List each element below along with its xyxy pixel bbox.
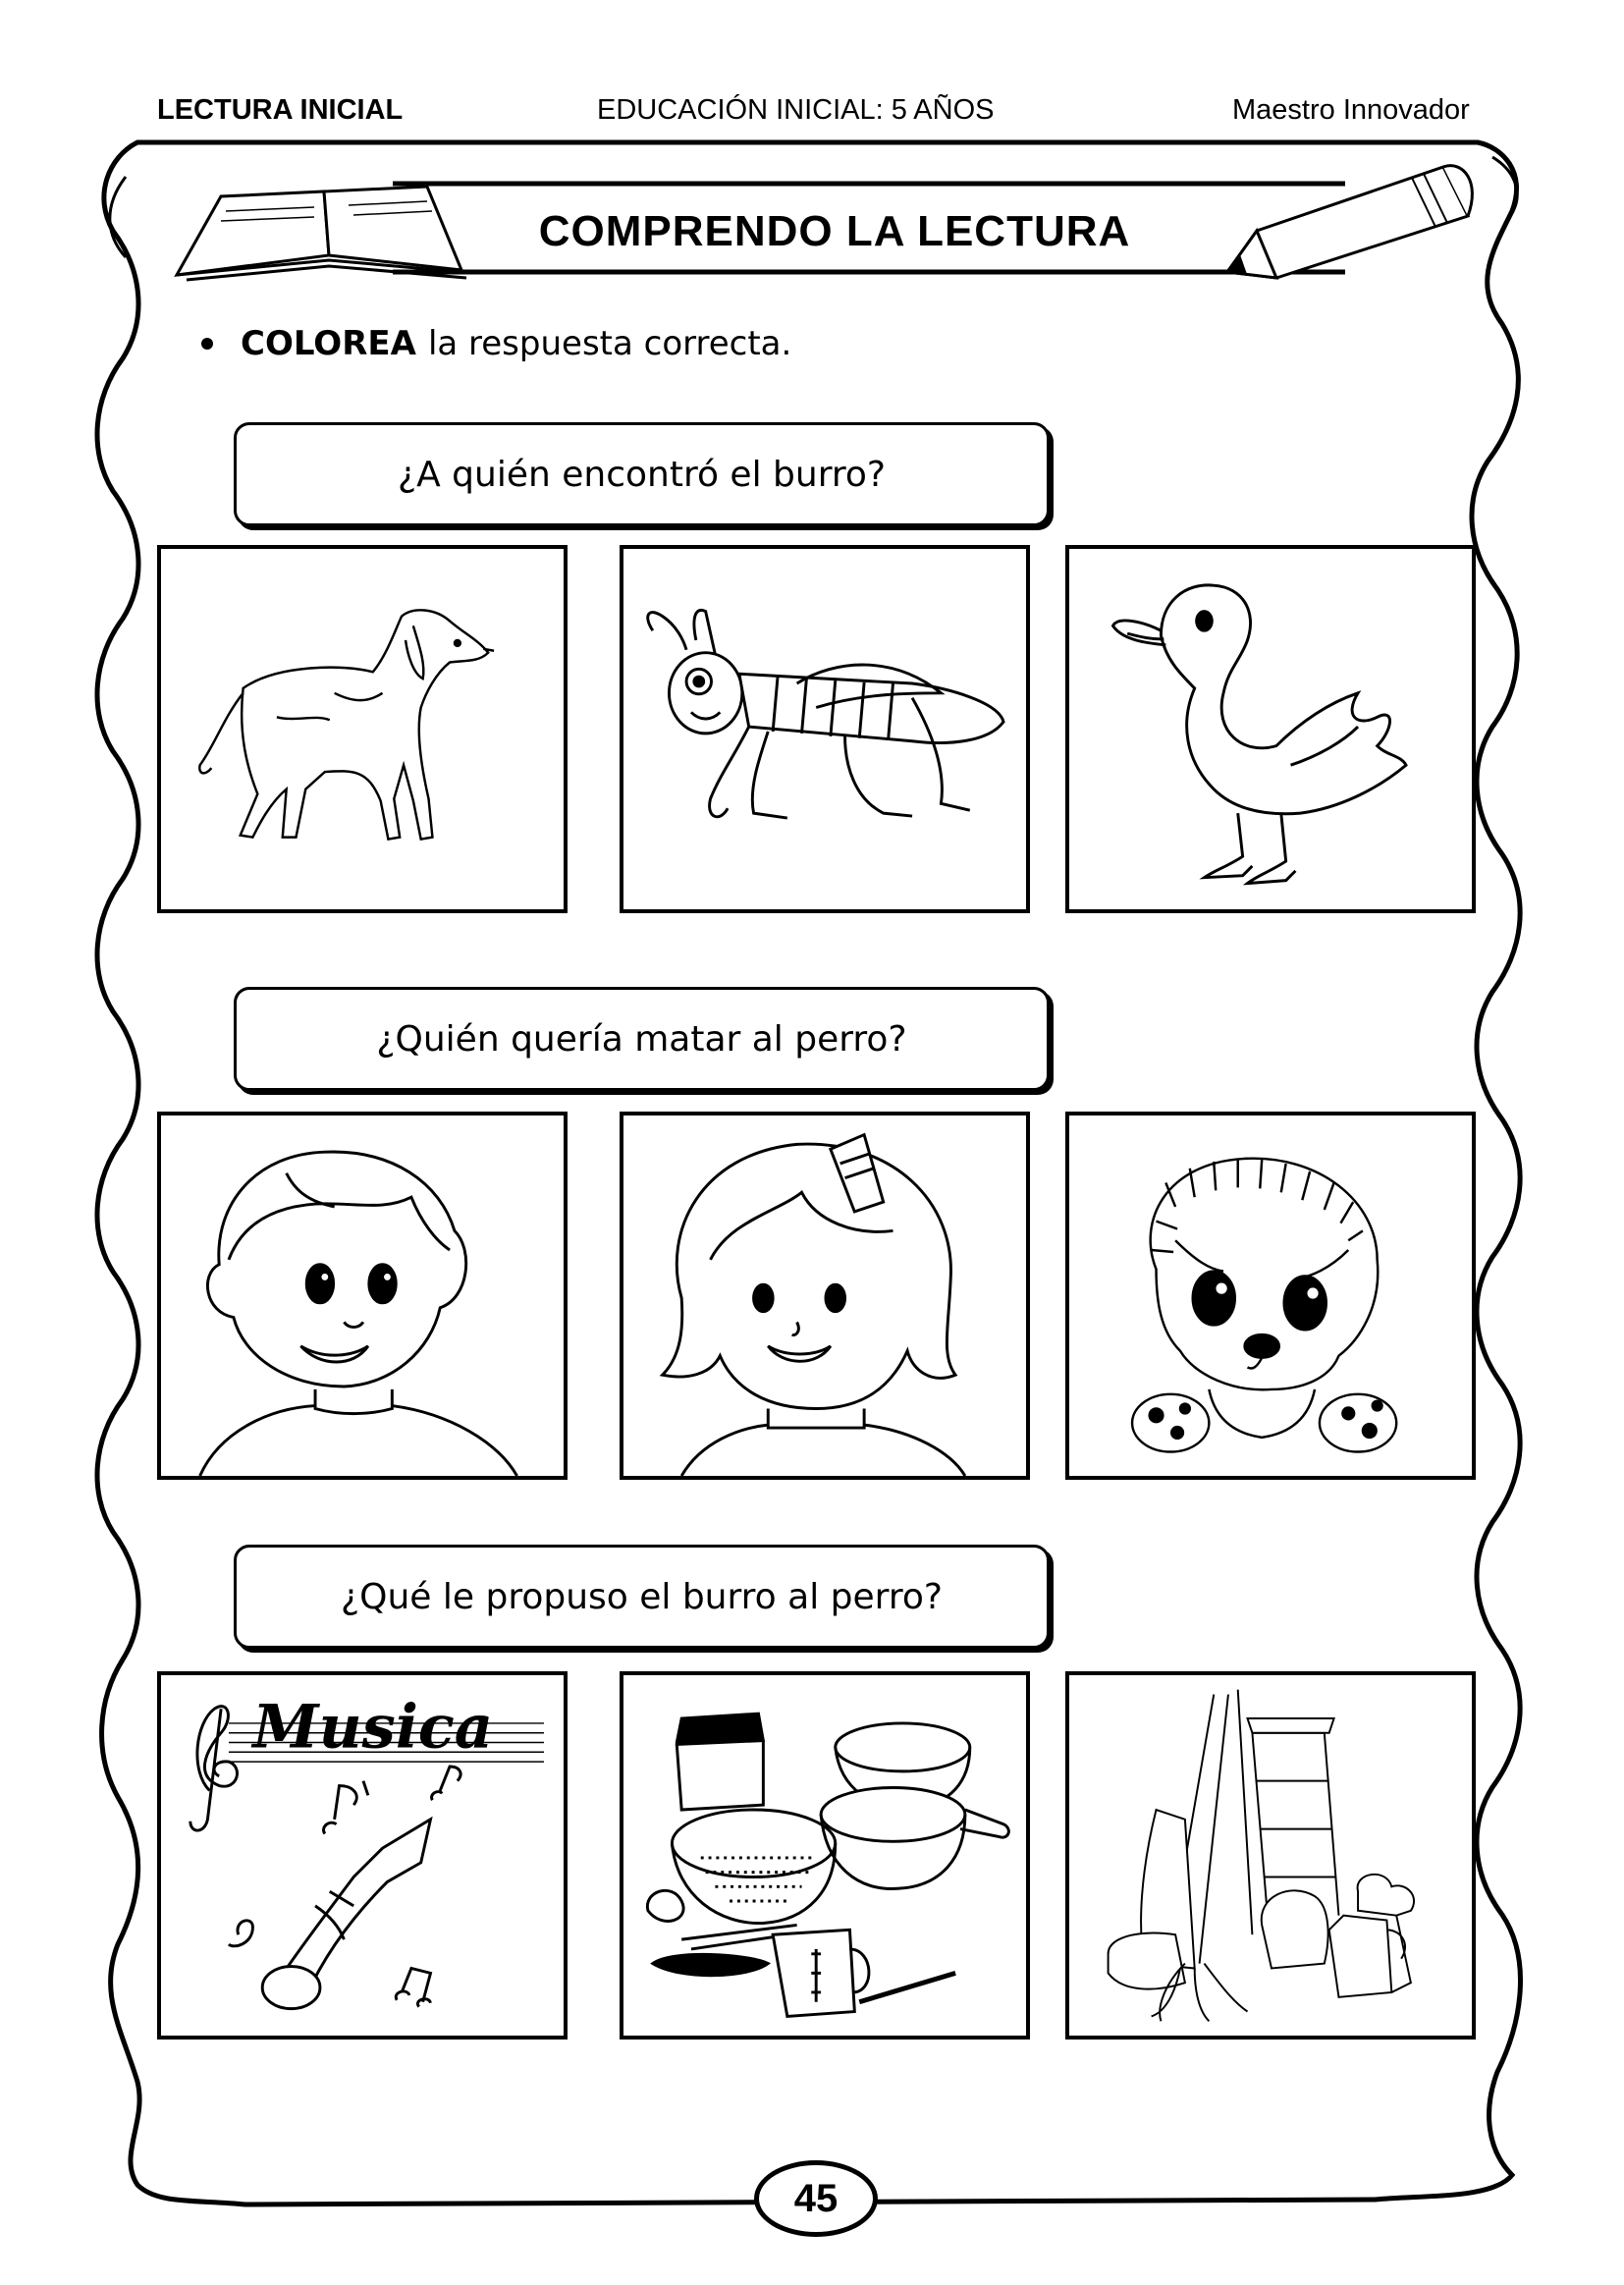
option-dog[interactable] (157, 545, 568, 913)
page-title: COMPRENDO LA LECTURA (538, 207, 1131, 255)
question-3: ¿Qué le propuso el burro al perro? (234, 1545, 1050, 1649)
option-kitchenware[interactable] (620, 1671, 1030, 2040)
dog-icon (161, 549, 564, 909)
option-puppy[interactable] (1065, 1112, 1476, 1480)
option-boy[interactable] (157, 1112, 568, 1480)
boy-icon (161, 1115, 564, 1476)
instruction-text: la respuesta correcta. (427, 324, 792, 363)
duck-icon (1069, 549, 1472, 909)
instruction (201, 324, 791, 363)
page-number: 45 (754, 2160, 878, 2237)
girl-icon (623, 1115, 1026, 1476)
question-1: ¿A quién encontró el burro? (234, 422, 1050, 526)
option-girl[interactable] (620, 1112, 1030, 1480)
kitchenware-icon (623, 1675, 1026, 2036)
option-grasshopper[interactable] (620, 545, 1030, 913)
option-duck[interactable] (1065, 545, 1476, 913)
music-icon (161, 1675, 564, 2036)
option-music[interactable] (157, 1671, 568, 2040)
page-title-band (422, 187, 1247, 277)
header-author: Maestro Innovador (1232, 94, 1470, 126)
cleaning-tools-icon (1069, 1675, 1472, 2036)
instruction-verb: COLOREA (241, 324, 416, 363)
music-label: Musica (252, 1692, 494, 1763)
question-2: ¿Quién quería matar al perro? (234, 987, 1050, 1091)
bullet-icon (201, 338, 213, 350)
option-cleaning-tools[interactable] (1065, 1671, 1476, 2040)
puppy-icon (1069, 1115, 1472, 1476)
grasshopper-icon (623, 549, 1026, 909)
header-subject: LECTURA INICIAL (157, 94, 404, 126)
header-level: EDUCACIÓN INICIAL: 5 AÑOS (597, 94, 995, 126)
